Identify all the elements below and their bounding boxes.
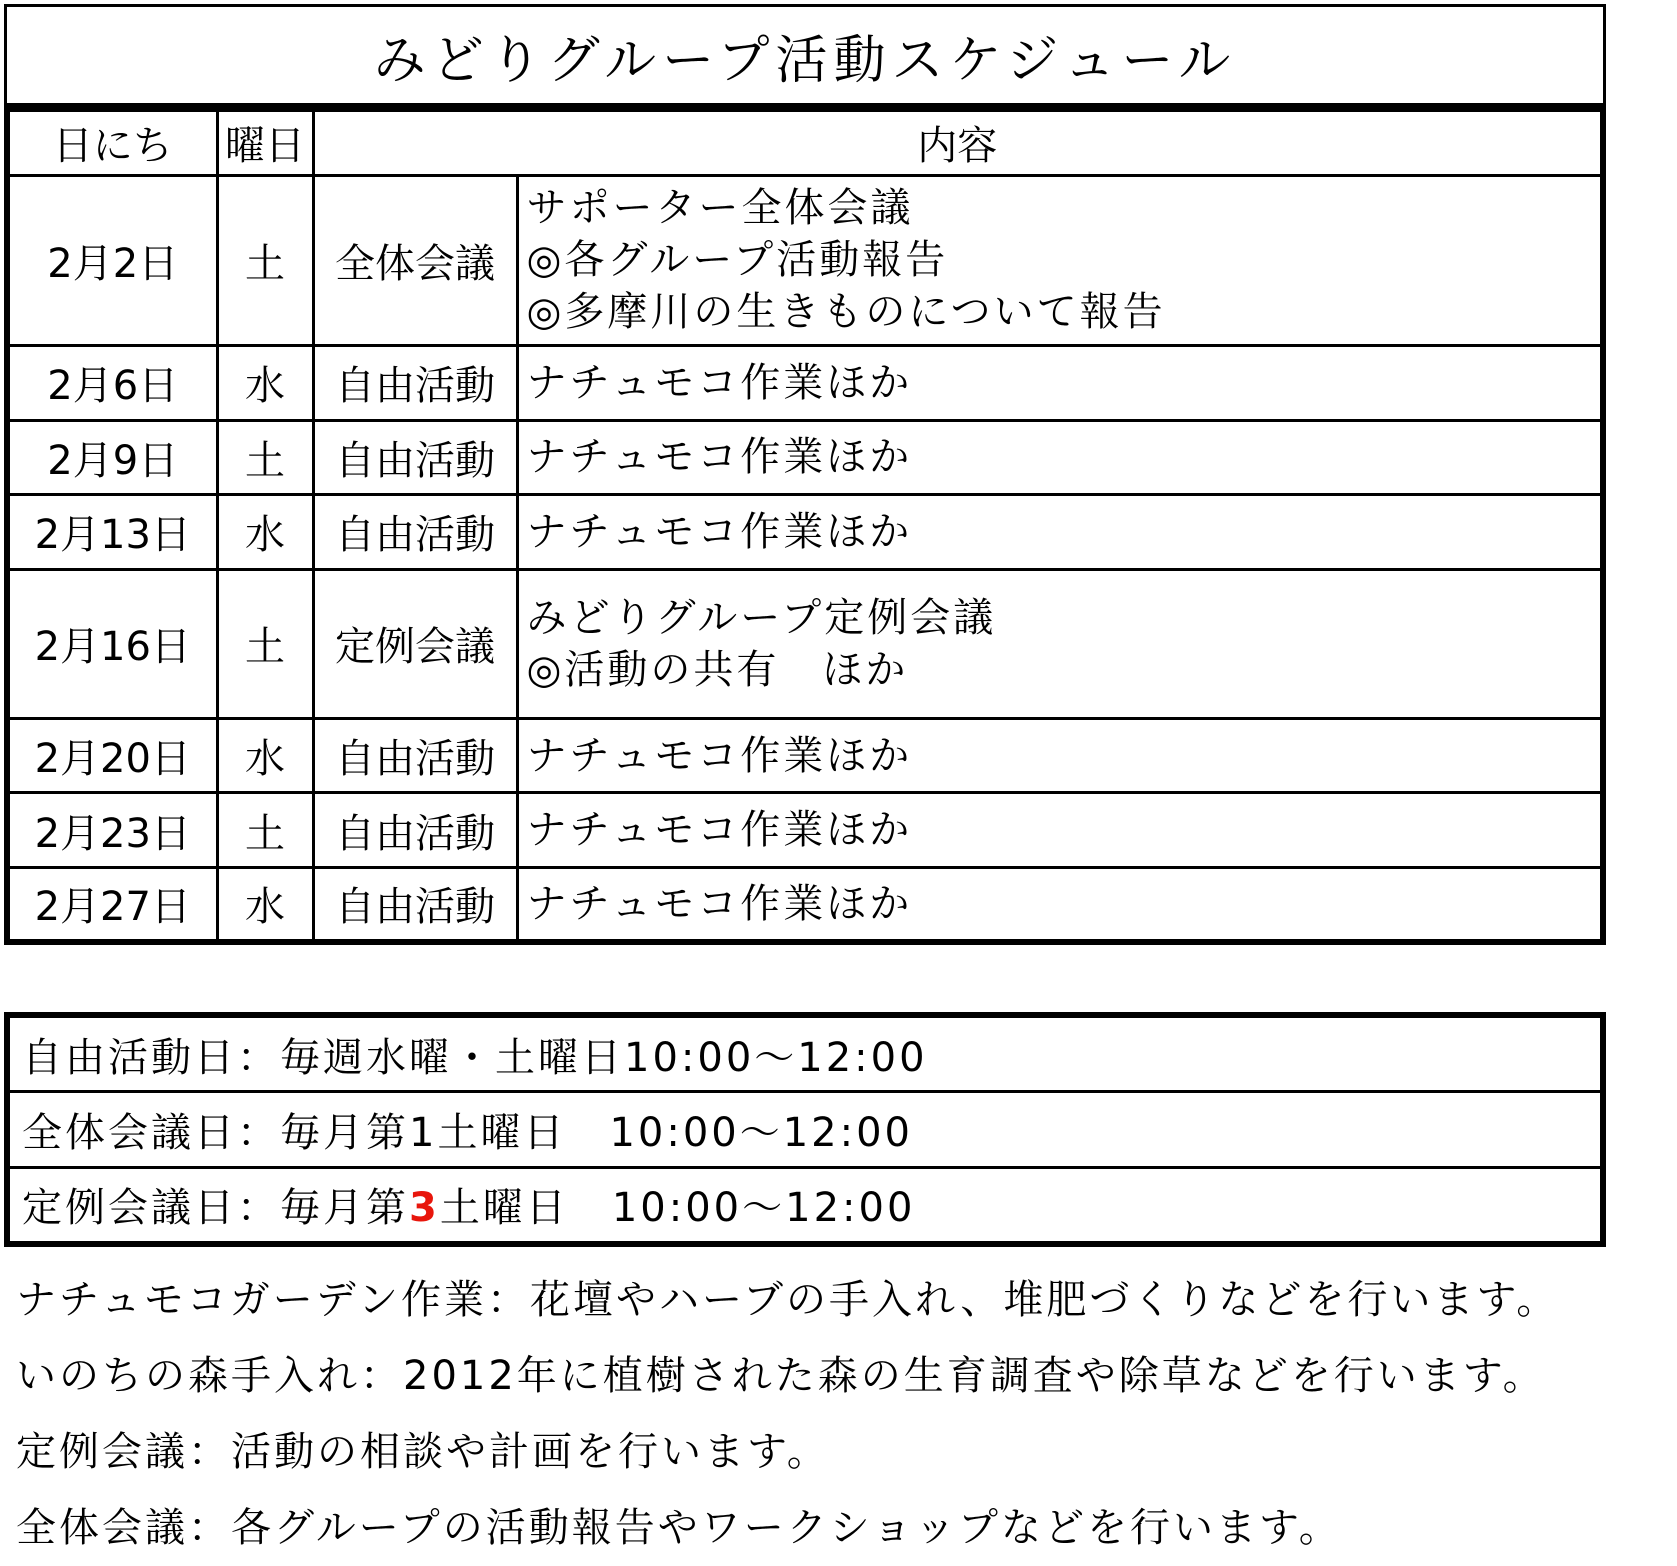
row-content-line: ナチュモコ作業ほか [526, 880, 913, 927]
row-date: 2月23日 [7, 793, 217, 868]
row-type: 自由活動 [313, 793, 517, 868]
schedule-row [7, 420, 1603, 495]
schedule-header-row [7, 109, 1603, 175]
row-content-line: ◎各グループ活動報告 [526, 237, 949, 284]
row-type: 全体会議 [313, 175, 517, 345]
row-content [517, 569, 1603, 718]
row-date: 2月2日 [7, 175, 217, 345]
times-table [4, 1012, 1606, 1247]
note-general: 全体会議：各グループの活動報告やワークショップなどを行います。 [16, 1505, 1342, 1551]
row-content-line: ◎活動の共有 ほか [526, 646, 909, 693]
row-content [517, 793, 1603, 868]
free-activity-time: 自由活動日：毎週水曜・土曜日10:00～12:00 [7, 1015, 1603, 1092]
row-content [517, 175, 1603, 345]
row-content-line: サポーター全体会議 [526, 185, 914, 232]
row-day: 水 [217, 718, 313, 793]
row-day: 土 [217, 175, 313, 345]
row-content-line: ナチュモコ作業ほか [526, 359, 913, 406]
schedule-row [7, 793, 1603, 868]
regular-meeting-time [7, 1167, 1603, 1244]
row-content-line: みどりグループ定例会議 [526, 594, 997, 641]
row-date: 2月6日 [7, 345, 217, 420]
row-date: 2月9日 [7, 420, 217, 495]
row-content [517, 495, 1603, 570]
row-day: 水 [217, 867, 313, 942]
row-date: 2月16日 [7, 569, 217, 718]
page-title: みどりグループ活動スケジュール [4, 4, 1606, 106]
note-garden: ナチュモコガーデン作業：花壇やハーブの手入れ、堆肥づくりなどを行います。 [16, 1277, 1560, 1323]
row-content-line: ナチュモコ作業ほか [526, 508, 913, 555]
regular-prefix: 定例会議日：毎月第 [22, 1185, 409, 1232]
row-content [517, 718, 1603, 793]
times-row-general [7, 1092, 1603, 1167]
schedule-row [7, 867, 1603, 942]
row-content-line: ナチュモコ作業ほか [526, 807, 913, 854]
schedule-row [7, 569, 1603, 718]
header-day: 曜日 [217, 109, 313, 175]
header-date: 日にち [7, 109, 217, 175]
times-row-regular [7, 1167, 1603, 1244]
row-type: 自由活動 [313, 718, 517, 793]
note-forest: いのちの森手入れ：2012年に植樹された森の生育調査や除草などを行います。 [16, 1353, 1546, 1399]
times-row-free [7, 1015, 1603, 1092]
row-date: 2月13日 [7, 495, 217, 570]
schedule-row [7, 345, 1603, 420]
row-day: 水 [217, 495, 313, 570]
regular-suffix: 土曜日 10:00～12:00 [439, 1185, 916, 1232]
row-type: 自由活動 [313, 420, 517, 495]
general-meeting-time: 全体会議日：毎月第1土曜日 10:00～12:00 [7, 1092, 1603, 1167]
row-content-line: ナチュモコ作業ほか [526, 732, 913, 779]
row-content-line: ◎多摩川の生きものについて報告 [526, 289, 1166, 336]
note-regular: 定例会議：活動の相談や計画を行います。 [16, 1429, 830, 1475]
row-content [517, 345, 1603, 420]
schedule-table [4, 106, 1606, 945]
row-type: 自由活動 [313, 867, 517, 942]
row-date: 2月20日 [7, 718, 217, 793]
row-day: 土 [217, 569, 313, 718]
row-content [517, 867, 1603, 942]
notes [16, 1262, 1666, 1566]
row-type: 自由活動 [313, 495, 517, 570]
row-day: 土 [217, 793, 313, 868]
regular-week-number: 3 [409, 1185, 440, 1232]
schedule-row [7, 495, 1603, 570]
row-content-line: ナチュモコ作業ほか [526, 434, 913, 481]
row-date: 2月27日 [7, 867, 217, 942]
header-content: 内容 [313, 109, 1603, 175]
schedule-body [7, 175, 1603, 942]
row-content [517, 420, 1603, 495]
row-day: 土 [217, 420, 313, 495]
schedule-row [7, 718, 1603, 793]
schedule-row [7, 175, 1603, 345]
row-day: 水 [217, 345, 313, 420]
row-type: 自由活動 [313, 345, 517, 420]
row-type: 定例会議 [313, 569, 517, 718]
